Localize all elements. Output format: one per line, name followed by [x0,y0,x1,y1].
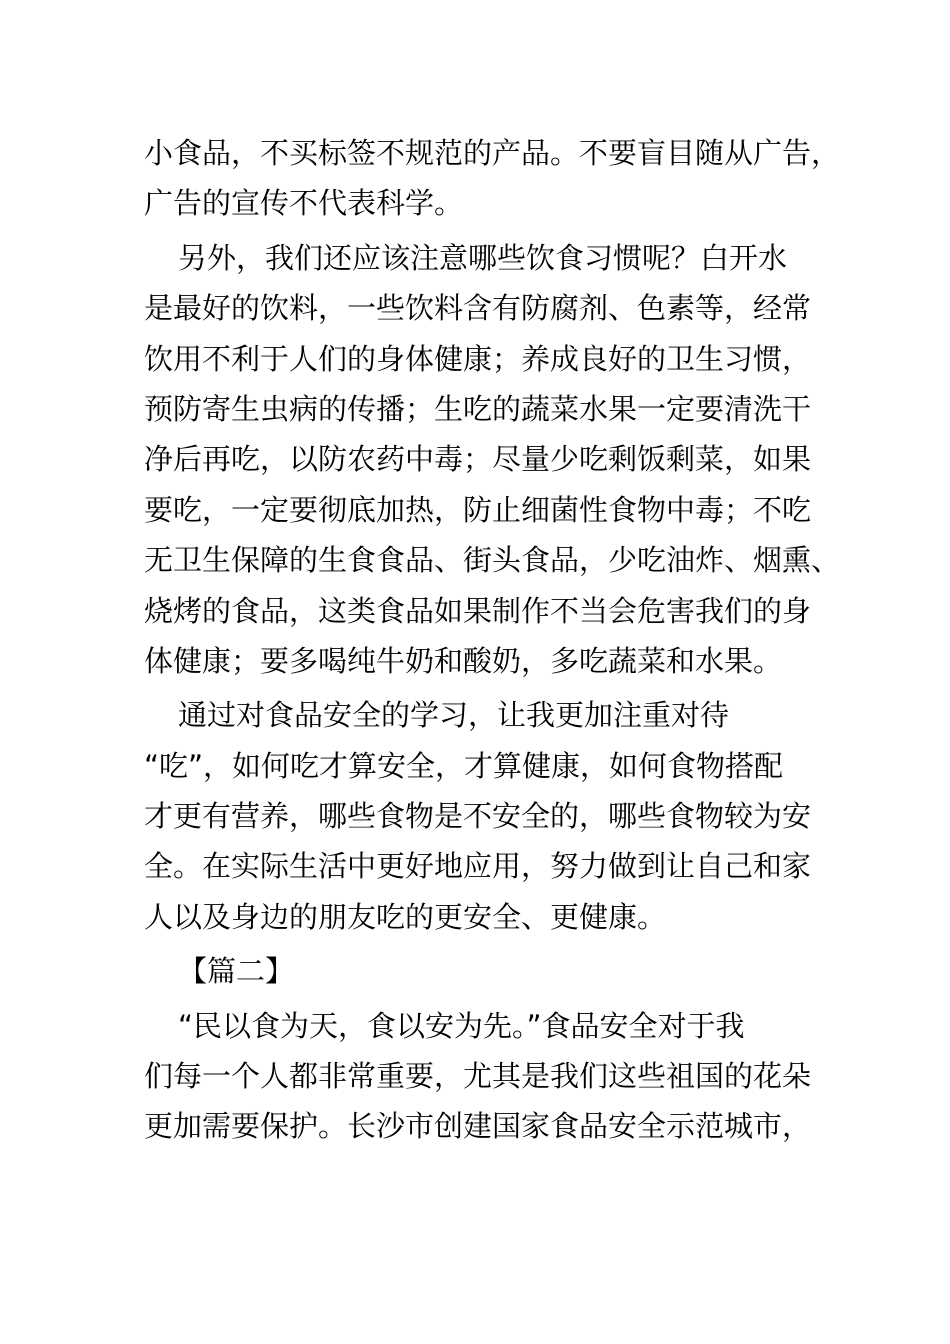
text-line: 另外，我们还应该注意哪些饮食习惯呢？白开水 [178,240,788,275]
text-line: 饮用不利于人们的身体健康；养成良好的卫生习惯， [144,341,812,376]
text-line: “吃”，如何吃才算安全，才算健康，如何食物搭配 [144,748,784,783]
text-line: 全。在实际生活中更好地应用，努力做到让自己和家 [144,849,812,884]
text-line: 们每一个人都非常重要，尤其是我们这些祖国的花朵 [144,1059,812,1094]
text-line: 人以及身边的朋友吃的更安全、更健康。 [144,899,667,934]
document-body [144,128,841,1156]
section-title: 【篇二】 [178,954,295,989]
section-heading [144,946,816,996]
text-line: 无卫生保障的生食食品、街头食品，少吃油炸、烟熏、 [144,543,841,578]
text-line: 才更有营养，哪些食物是不安全的，哪些食物较为安 [144,799,812,834]
text-line: 要吃，一定要彻底加热，防止细菌性食物中毒；不吃 [144,492,812,527]
text-line: 更加需要保护。长沙市创建国家食品安全示范城市， [144,1109,812,1144]
paragraph-3 [144,690,816,942]
text-line: “民以食为天，食以安为先。”食品安全对于我 [178,1008,745,1043]
text-line: 预防寄生虫病的传播；生吃的蔬菜水果一定要清洗干 [144,391,812,426]
text-line: 烧烤的食品，这类食品如果制作不当会危害我们的身 [144,593,812,628]
paragraph-1 [144,128,841,229]
paragraph-2 [144,233,841,687]
text-line: 体健康；要多喝纯牛奶和酸奶，多吃蔬菜和水果。 [144,643,783,678]
text-line: 是最好的饮料，一些饮料含有防腐剂、色素等，经常 [144,291,812,326]
text-line: 通过对食品安全的学习，让我更加注重对待 [178,698,730,733]
text-line: 净后再吃，以防农药中毒；尽量少吃剩饭剩菜，如果 [144,442,812,477]
paragraph-4 [144,1001,816,1152]
text-line: 小食品，不买标签不规范的产品。不要盲目随从广告， [144,136,841,170]
text-line: 广告的宣传不代表科学。 [144,186,464,221]
